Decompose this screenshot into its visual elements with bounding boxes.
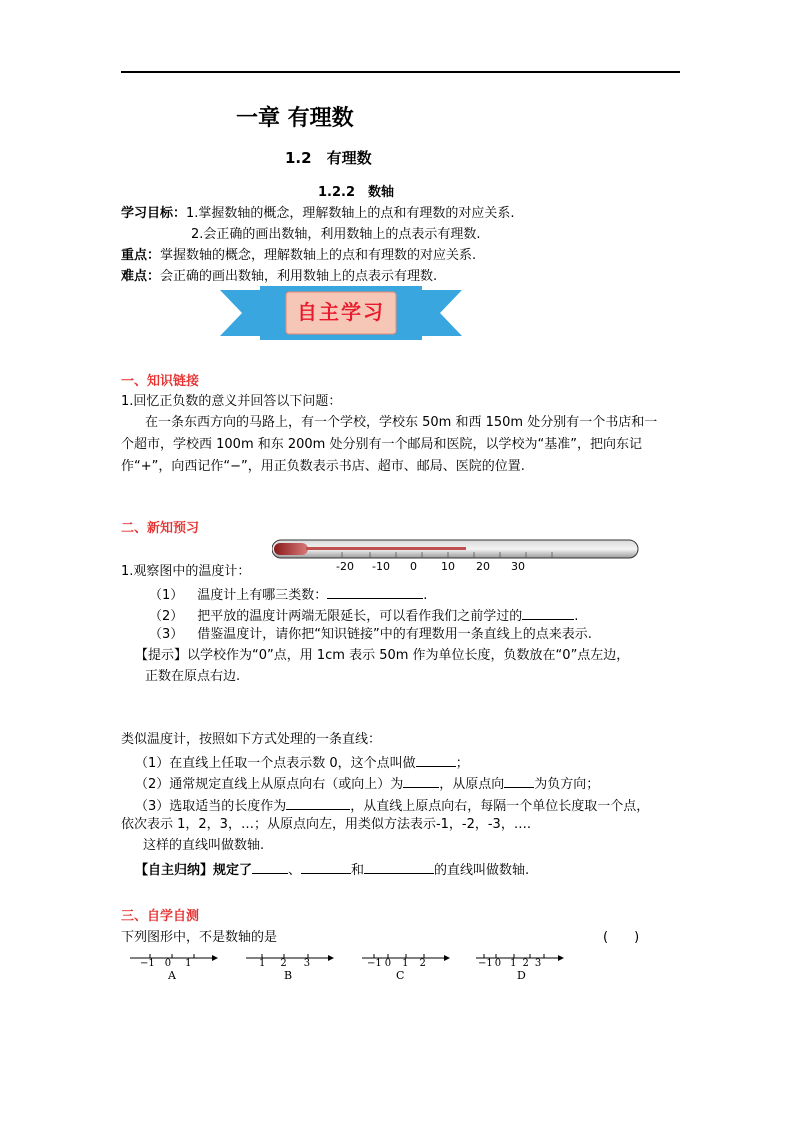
thermo-tick: 10 [441,560,455,573]
thermo-tick: 0 [410,560,417,573]
section1-para-line2: 个超市，学校西 100m 和东 200m 处分别有一个邮局和医院，以学校为“基准”，把向东记 [121,437,642,452]
self-study-banner [220,284,462,342]
answer-blank[interactable] [403,775,439,788]
difficulty [121,270,437,283]
answer-parentheses[interactable]: ( ) [603,930,640,945]
thermometer-image [272,539,644,577]
step-1-end: ； [455,756,469,771]
tick-label: −1 [140,958,155,969]
summary-text-a: 【自主归纳】规定了 [135,863,253,878]
answer-blank[interactable] [416,754,456,767]
section3-heading: 三、自学自测 [121,909,200,924]
tick-label: 2 [522,958,529,969]
section1-para-line1: 在一条东西方向的马路上，有一个学校，学校东 50m 和西 150m 处分别有一个书店和一 [145,415,658,430]
thermo-tick: -10 [372,560,390,573]
thermometer-graphic [272,539,644,577]
answer-blank[interactable] [252,861,288,874]
objectives-label: 学习目标： [121,206,187,221]
sub-question-2: （2） 把平放的温度计两端无限延长，可以看作我们之前学过的 . [149,609,579,624]
summary [135,861,529,877]
subsection-title: 1.2.2 数轴 [318,185,395,200]
tick-label: 0 [494,958,502,969]
tick-label: −1 [478,958,493,969]
step-2-text-c: 为负方向； [534,777,600,792]
chapter-title: 一章 有理数 [236,106,354,131]
tick-label: 1 [402,958,409,969]
difficulty-label: 难点： [121,269,161,284]
tick-label: 1 [259,958,266,969]
banner-text: 自主学习 [297,300,385,324]
step-3 [135,797,649,813]
sub-question-3-num: （3） [149,627,184,642]
key-point [121,249,476,262]
tick-label: 0 [164,958,172,969]
section3-question: 下列图形中，不是数轴的是 [121,930,278,945]
sub-question-1-num: （1） [149,588,184,603]
step-3-cont: 依次表示 1，2，3，…；从原点向左，用类似方法表示-1，-2，-3，…. [121,817,531,832]
thermo-tick: -20 [336,560,354,573]
hint-line2: 正数在原点右边. [145,669,241,684]
section2-heading: 二、新知预习 [121,521,200,536]
step-3-text-a: （3）选取适当的长度作为 [135,799,287,814]
option-c-ticks [367,959,426,969]
sub-question-2-text: 把平放的温度计两端无限延长，可以看作我们之前学过的 [197,609,523,624]
tick-label: 3 [303,958,311,969]
thermo-tick: 20 [476,560,490,573]
section1-question: 1.回忆正负数的意义并回答以下问题： [121,394,342,409]
number-line-intro: 类似温度计，按照如下方式处理的一条直线： [121,732,382,747]
option-d-ticks [478,959,541,969]
section2-question: 1.观察图中的温度计： [121,564,251,579]
summary-text-d: 的直线叫做数轴. [434,863,530,878]
sub-question-1-text: 温度计上有哪三类数： [197,588,328,603]
section1-para-line3: 作“+”，向西记作“−”，用正负数表示书店、超市、邮局、医院的位置. [121,459,525,474]
key-point-text: 掌握数轴的概念，理解数轴上的点和有理数的对应关系. [160,248,477,263]
tick-label: 2 [419,958,426,969]
option-a-ticks [140,959,192,969]
sub-question-3 [149,628,592,641]
answer-blank[interactable] [301,861,351,874]
header-rule [121,71,680,73]
answer-blank[interactable] [327,586,423,599]
step-3-text-b: ，从直线上原点向右，每隔一个单位长度取一个点， [350,799,650,814]
definition-line: 这样的直线叫做数轴. [143,838,265,853]
objectives-text2: 2.会正确的画出数轴，利用数轴上的点表示有理数. [191,227,481,242]
option-b-ticks [259,959,310,969]
option-c-letter: C [396,969,405,982]
option-d-letter: D [517,969,526,982]
tick-label: 1 [185,958,192,969]
sub-question-1: （1） 温度计上有哪三类数： . [149,588,428,603]
sub-question-3-text: 借鉴温度计，请你把“知识链接”中的有理数用一条直线上的点来表示. [197,627,592,642]
thermo-tick: 30 [511,560,525,573]
hint-line1: 【提示】以学校作为“0”点，用 1cm 表示 50m 作为单位长度，负数放在“0”点左边， [135,648,630,663]
tick-label: 2 [280,958,287,969]
objectives-line1 [121,207,515,220]
step-2 [135,775,599,791]
step-2-text-b: ，从原点向 [439,777,505,792]
answer-blank[interactable] [522,607,574,620]
step-1 [135,754,469,770]
difficulty-text: 会正确的画出数轴，利用数轴上的点表示有理数. [160,269,438,284]
summary-text-c: 和 [351,863,365,878]
tick-label: 0 [384,958,392,969]
objectives-text1: 1.掌握数轴的概念，理解数轴上的点和有理数的对应关系. [186,206,515,221]
option-a-letter: A [168,969,176,982]
section-title: 1.2 有理数 [285,149,372,167]
tick-label: 3 [534,958,542,969]
tick-label: 1 [510,958,517,969]
sub-question-2-num: （2） [149,609,184,624]
tick-label: −1 [367,958,382,969]
step-2-text-a: （2）通常规定直线上从原点向右（或向上）为 [135,777,404,792]
answer-blank[interactable] [364,861,434,874]
summary-text-b: 、 [288,863,302,878]
answer-blank[interactable] [286,797,350,810]
answer-blank[interactable] [504,775,534,788]
step-1-text: （1）在直线上任取一个点表示数 0，这个点叫做 [135,756,416,771]
option-b-letter: B [284,969,293,982]
key-point-label: 重点： [121,248,161,263]
section1-heading: 一、知识链接 [121,374,200,389]
